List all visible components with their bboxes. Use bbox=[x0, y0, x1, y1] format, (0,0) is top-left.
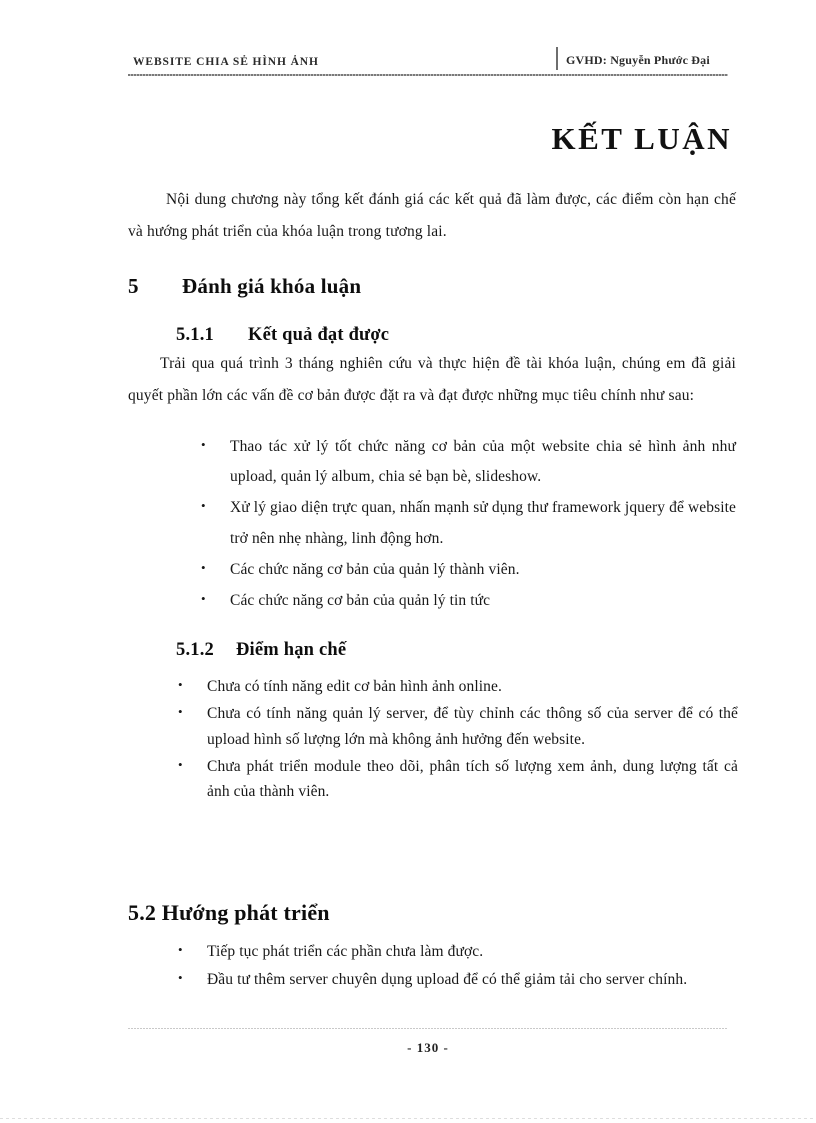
section-52-block bbox=[128, 900, 736, 993]
section-52-bullet-list bbox=[128, 938, 738, 993]
page-title: KẾT LUẬN bbox=[551, 121, 732, 156]
heading-section-512-number: 5.1.2 bbox=[176, 640, 214, 661]
heading-section-5-label: Đánh giá khóa luận bbox=[182, 274, 362, 299]
list-item: • Xử lý giao diện trực quan, nhấn mạnh sử dụng thư framework jquery để website trở nên nhẹ nhàng, linh động hơn. bbox=[215, 493, 736, 553]
page-number: - 130 - bbox=[407, 1040, 449, 1055]
heading-section-511-label: Kết quả đạt được bbox=[248, 325, 390, 346]
list-item: • Các chức năng cơ bản của quản lý thành viên. bbox=[215, 555, 736, 585]
intro-paragraph: Nội dung chương này tổng kết đánh giá các kết quả đã làm được, các điểm còn hạn chế và hướng phát triển của khóa luận trong tương lai. bbox=[128, 191, 736, 240]
heading-section-512-label: Điểm hạn chế bbox=[236, 640, 347, 661]
section-512-bullet-list bbox=[128, 674, 738, 804]
header-rule bbox=[128, 74, 728, 76]
heading-section-5-number: 5 bbox=[128, 274, 139, 299]
section-511-paragraph: Trải qua quá trình 3 tháng nghiên cứu và thực hiện đề tài khóa luận, chúng em đã giải quyết phần lớn các vấn đề cơ bản được đặt ra và đạt được những mục tiêu chính như sau: bbox=[128, 355, 736, 404]
header-right-advisor: GVHD: Nguyễn Phước Đại bbox=[566, 53, 710, 67]
header-left-title: WEBSITE CHIA SẺ HÌNH ẢNH bbox=[133, 56, 319, 68]
list-item: • Thao tác xử lý tốt chức năng cơ bản của một website chia sẻ hình ảnh như upload, quản lý album, chia sẻ bạn bè, slideshow. bbox=[215, 432, 736, 492]
running-header bbox=[128, 46, 728, 76]
list-item: • Tiếp tục phát triển các phần chưa làm được. bbox=[192, 938, 738, 966]
section-511-bullet-list bbox=[128, 432, 736, 616]
heading-section-511-number: 5.1.1 bbox=[176, 325, 214, 346]
list-item: • Chưa có tính năng edit cơ bản hình ảnh online. bbox=[192, 674, 738, 699]
list-item: • Các chức năng cơ bản của quản lý tin tức bbox=[215, 586, 736, 616]
page-content bbox=[128, 120, 736, 806]
list-item: • Chưa phát triển module theo dõi, phân tích số lượng xem ảnh, dung lượng tất cả ảnh của thành viên. bbox=[192, 754, 738, 804]
heading-section-512 bbox=[128, 640, 736, 661]
page-footer bbox=[128, 1028, 728, 1056]
heading-section-52: 5.2 Hướng phát triển bbox=[128, 900, 330, 925]
heading-section-511 bbox=[128, 325, 736, 346]
list-item: • Chưa có tính năng quản lý server, để tùy chỉnh các thông số của server để có thể upload hình số lượng lớn mà không ảnh hưởng đến website. bbox=[192, 701, 738, 751]
header-separator-bar bbox=[556, 47, 558, 70]
list-item: • Đầu tư thêm server chuyên dụng upload để có thể giảm tải cho server chính. bbox=[192, 966, 738, 994]
footer-rule bbox=[128, 1028, 728, 1029]
scan-edge-artifact bbox=[0, 1118, 816, 1119]
heading-section-5 bbox=[128, 274, 736, 299]
running-header-row bbox=[128, 46, 728, 68]
